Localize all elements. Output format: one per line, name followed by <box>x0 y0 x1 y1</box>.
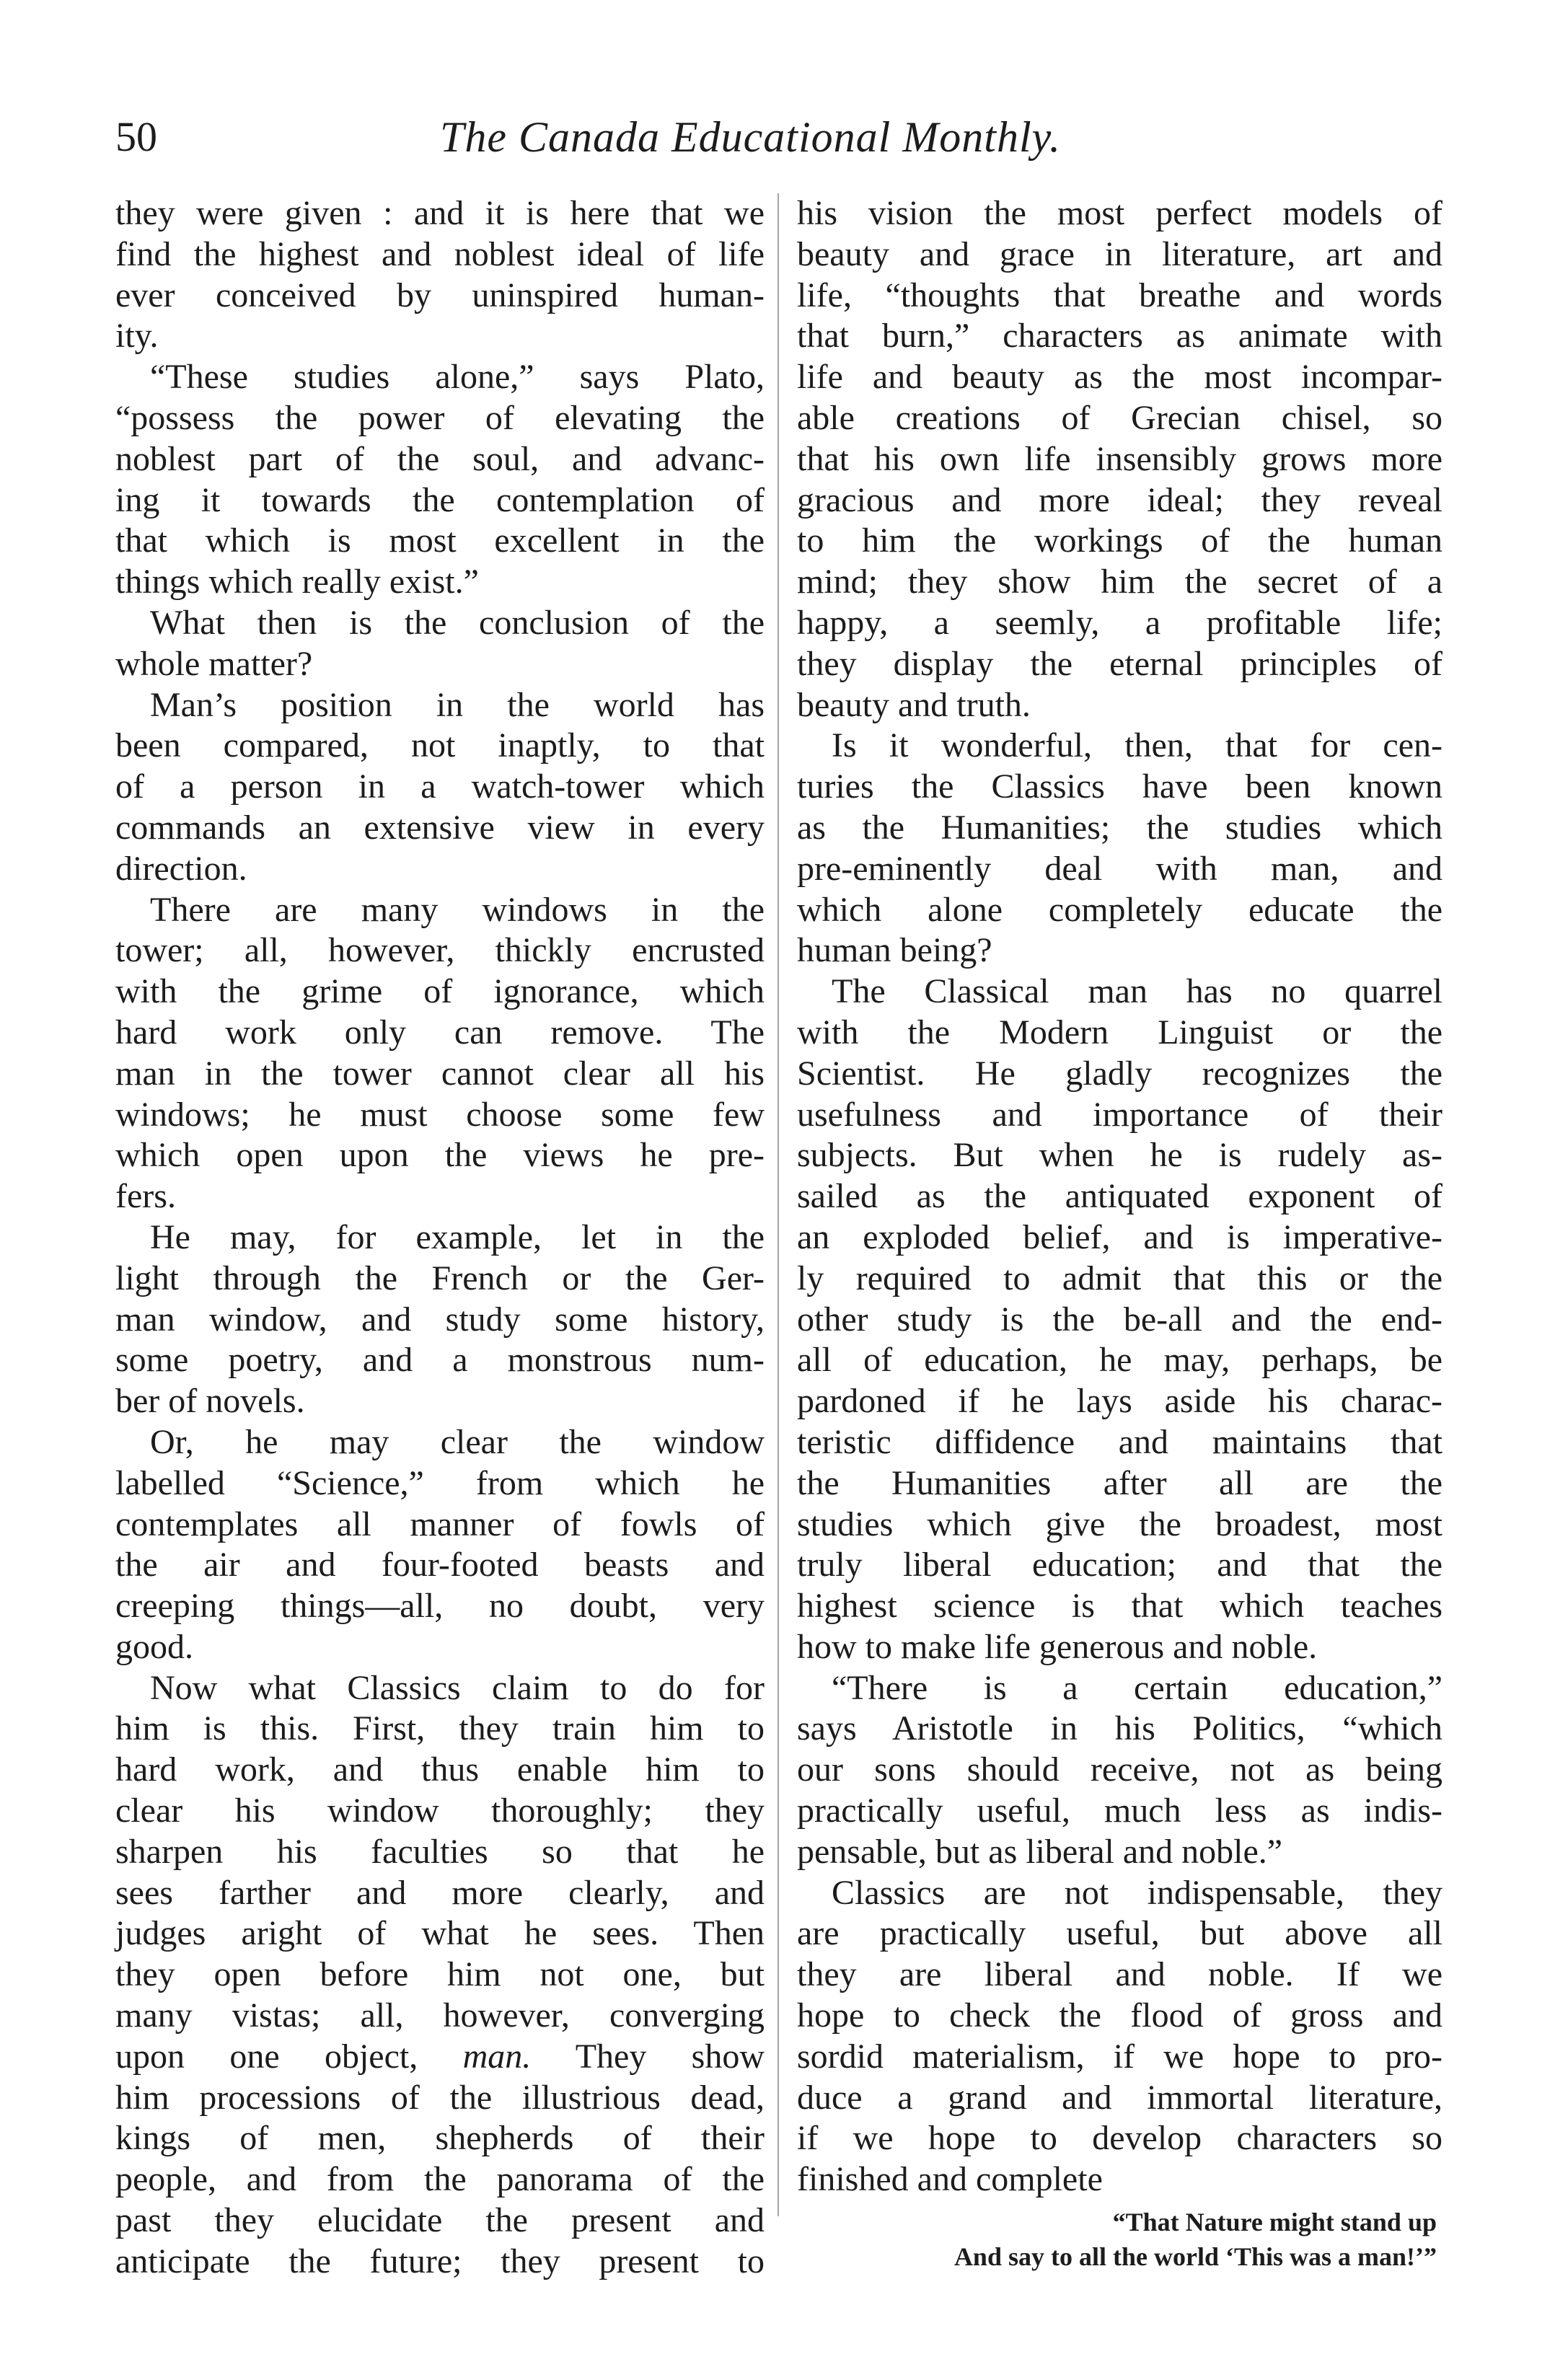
page-number: 50 <box>115 113 157 160</box>
left-column-text-line: which open upon the views he pre- <box>115 1136 765 1175</box>
running-head <box>115 108 1471 166</box>
right-column-text-line: sordid materialism, if we hope to pro- <box>797 2037 1442 2076</box>
right-column-text-line: they display the eternal principles of <box>797 644 1442 683</box>
left-column-text-line: windows; he must choose some few <box>115 1095 765 1134</box>
left-column-text-line: ing it towards the contemplation of <box>115 480 765 519</box>
left-column-text-line: man in the tower cannot clear all his <box>115 1054 765 1093</box>
left-column-text-line: light through the French or the Ger- <box>115 1259 765 1297</box>
right-column-text-line: other study is the be-all and the end- <box>797 1300 1442 1339</box>
left-column-text-line: they were given : and it is here that we <box>115 194 765 232</box>
right-column-text-line: ly required to admit that this or the <box>797 1259 1442 1297</box>
left-column-text-line: There are many windows in the <box>150 890 765 929</box>
left-column-text-line: “possess the power of elevating the <box>115 398 765 437</box>
left-column-text-line: labelled “Science,” from which he <box>115 1463 765 1502</box>
left-column-text-line: noblest part of the soul, and advanc- <box>115 439 765 478</box>
left-column-text-line: whole matter? <box>115 644 313 683</box>
right-column-text-line: happy, a seemly, a profitable life; <box>797 603 1442 642</box>
left-column-text-line: direction. <box>115 849 247 888</box>
right-column-text-line: an exploded belief, and is imperative- <box>797 1217 1442 1256</box>
left-column-text-line: creeping things—all, no doubt, very <box>115 1587 765 1626</box>
left-column <box>115 193 765 2283</box>
left-column-text-line: of a person in a watch-tower which <box>115 767 765 806</box>
left-column-text-line: with the grime of ignorance, which <box>115 972 765 1011</box>
right-column-text-line: if we hope to develop characters so <box>797 2119 1442 2158</box>
left-column-text-line: him is this. First, they train him to <box>115 1709 765 1748</box>
emphasis-man: man. <box>462 2037 532 2076</box>
right-column-text-line: “There is a certain education,” <box>832 1668 1442 1707</box>
right-column-text-line: practically useful, much less as indis- <box>797 1791 1442 1830</box>
left-column-text-line: man window, and study some history, <box>115 1300 765 1339</box>
right-column-text-line: duce a grand and immortal literature, <box>797 2078 1442 2117</box>
right-column-text-line: which alone completely educate the <box>797 890 1442 929</box>
left-column-text-line: hard work only can remove. The <box>115 1013 765 1052</box>
right-column-text-line: finished and complete <box>797 2160 1103 2199</box>
left-column-text-line: Man’s position in the world has <box>150 685 765 724</box>
right-column-text-line: that his own life insensibly grows more <box>797 439 1442 478</box>
right-column-text-line: as the Humanities; the studies which <box>797 808 1442 847</box>
left-column-text-line: commands an extensive view in every <box>115 808 765 847</box>
quotation-line: “That Nature might stand up <box>1112 2208 1437 2237</box>
quotation-line: And say to all the world ‘This was a man!’” <box>953 2242 1437 2272</box>
left-column-text-line: sees farther and more clearly, and <box>115 1873 765 1912</box>
right-column-text-line: our sons should receive, not as being <box>797 1750 1442 1789</box>
right-column-text-line: says Aristotle in his Politics, “which <box>797 1709 1442 1748</box>
left-column-text-line: ber of novels. <box>115 1382 305 1421</box>
left-column-text-line: many vistas; all, however, converging <box>115 1996 765 2035</box>
right-column-text-line: subjects. But when he is rudely as- <box>797 1136 1442 1175</box>
verse-quotation <box>797 2205 1442 2274</box>
right-column-text-line: with the Modern Linguist or the <box>797 1013 1442 1052</box>
left-column-text-line: tower; all, however, thickly encrusted <box>115 931 765 970</box>
right-column-text-line: they are liberal and noble. If we <box>797 1955 1442 1994</box>
right-column-text-line: pre-eminently deal with man, and <box>797 849 1442 888</box>
left-column-text-line: sharpen his faculties so that he <box>115 1832 765 1871</box>
right-column-text-line: all of education, he may, perhaps, be <box>797 1341 1442 1380</box>
right-column-text-line: that burn,” characters as animate with <box>797 317 1442 356</box>
left-column-text-line: He may, for example, let in the <box>150 1217 765 1256</box>
right-column-text-line: turies the Classics have been known <box>797 767 1442 806</box>
left-column-text-line: Or, he may clear the window <box>150 1422 765 1461</box>
right-column-text-line: life, “thoughts that breathe and words <box>797 276 1442 314</box>
left-column-text-line: ity. <box>115 317 159 356</box>
right-column-text-line: beauty and truth. <box>797 685 1031 724</box>
right-column-text-line: Classics are not indispensable, they <box>832 1873 1442 1912</box>
left-column-text-line: things which really exist.” <box>115 563 479 601</box>
right-column-text-line: beauty and grace in literature, art and <box>797 234 1442 273</box>
left-column-text-line: good. <box>115 1627 193 1666</box>
right-column-text-line: Is it wonderful, then, that for cen- <box>832 726 1442 765</box>
right-column-text-line: Scientist. He gladly recognizes the <box>797 1054 1442 1093</box>
left-column-text-line: upon one object, man. They show <box>115 2037 765 2076</box>
left-column-text-line: anticipate the future; they present to <box>115 2242 765 2280</box>
right-column-text-line: the Humanities after all are the <box>797 1463 1442 1502</box>
right-column-text-line: truly liberal education; and that the <box>797 1546 1442 1585</box>
right-column-text-line: are practically useful, but above all <box>797 1914 1442 1953</box>
right-column-text-line: usefulness and importance of their <box>797 1095 1442 1134</box>
right-column-text-line: able creations of Grecian chisel, so <box>797 398 1442 437</box>
right-column-text-line: hope to check the flood of gross and <box>797 1996 1442 2035</box>
left-column-text-line: been compared, not inaptly, to that <box>115 726 765 765</box>
left-column-text-line: Now what Classics claim to do for <box>150 1668 765 1707</box>
right-column-text-line: studies which give the broadest, most <box>797 1504 1442 1543</box>
right-column-text-line: life and beauty as the most incompar- <box>797 358 1442 397</box>
left-column-text-line: contemplates all manner of fowls of <box>115 1504 765 1543</box>
right-column-text-line: highest science is that which teaches <box>797 1587 1442 1626</box>
left-column-text-line: they open before him not one, but <box>115 1955 765 1994</box>
right-column-text-line: mind; they show him the secret of a <box>797 563 1442 601</box>
left-column-text-line: the air and four-footed beasts and <box>115 1546 765 1585</box>
left-column-text-line: judges aright of what he sees. Then <box>115 1914 765 1953</box>
right-column-text-line: gracious and more ideal; they reveal <box>797 480 1442 519</box>
left-column-text-line: people, and from the panorama of the <box>115 2160 765 2199</box>
right-column-text-line: how to make life generous and noble. <box>797 1627 1318 1666</box>
left-column-text-line: past they elucidate the present and <box>115 2201 765 2240</box>
right-column-text-line: human being? <box>797 931 992 970</box>
left-column-text-line: some poetry, and a monstrous num- <box>115 1341 765 1380</box>
left-column-text-line: find the highest and noblest ideal of life <box>115 234 765 273</box>
column-divider <box>778 193 779 2216</box>
left-column-text-line: What then is the conclusion of the <box>150 603 765 642</box>
right-column-text-line: pensable, but as liberal and noble.” <box>797 1832 1283 1871</box>
left-column-text-line: fers. <box>115 1177 176 1216</box>
left-column-text-line: kings of men, shepherds of their <box>115 2119 765 2158</box>
left-column-text-line: that which is most excellent in the <box>115 521 765 560</box>
right-column-text-line: teristic diffidence and maintains that <box>797 1422 1442 1461</box>
right-column-text-line: his vision the most perfect models of <box>797 194 1442 232</box>
right-column-text-line: to him the workings of the human <box>797 521 1442 560</box>
right-column-text-line: sailed as the antiquated exponent of <box>797 1177 1442 1216</box>
journal-title: The Canada Educational Monthly. <box>440 113 1061 161</box>
left-column-text-line: him processions of the illustrious dead, <box>115 2078 765 2117</box>
left-column-text-line: ever conceived by uninspired human- <box>115 276 765 314</box>
right-column-text-line: pardoned if he lays aside his charac- <box>797 1382 1442 1421</box>
right-column <box>797 193 1442 2274</box>
right-column-text-line: The Classical man has no quarrel <box>832 972 1442 1011</box>
left-column-text-line: clear his window thoroughly; they <box>115 1791 765 1830</box>
left-column-text-line: hard work, and thus enable him to <box>115 1750 765 1789</box>
left-column-text-line: “These studies alone,” says Plato, <box>150 358 765 397</box>
